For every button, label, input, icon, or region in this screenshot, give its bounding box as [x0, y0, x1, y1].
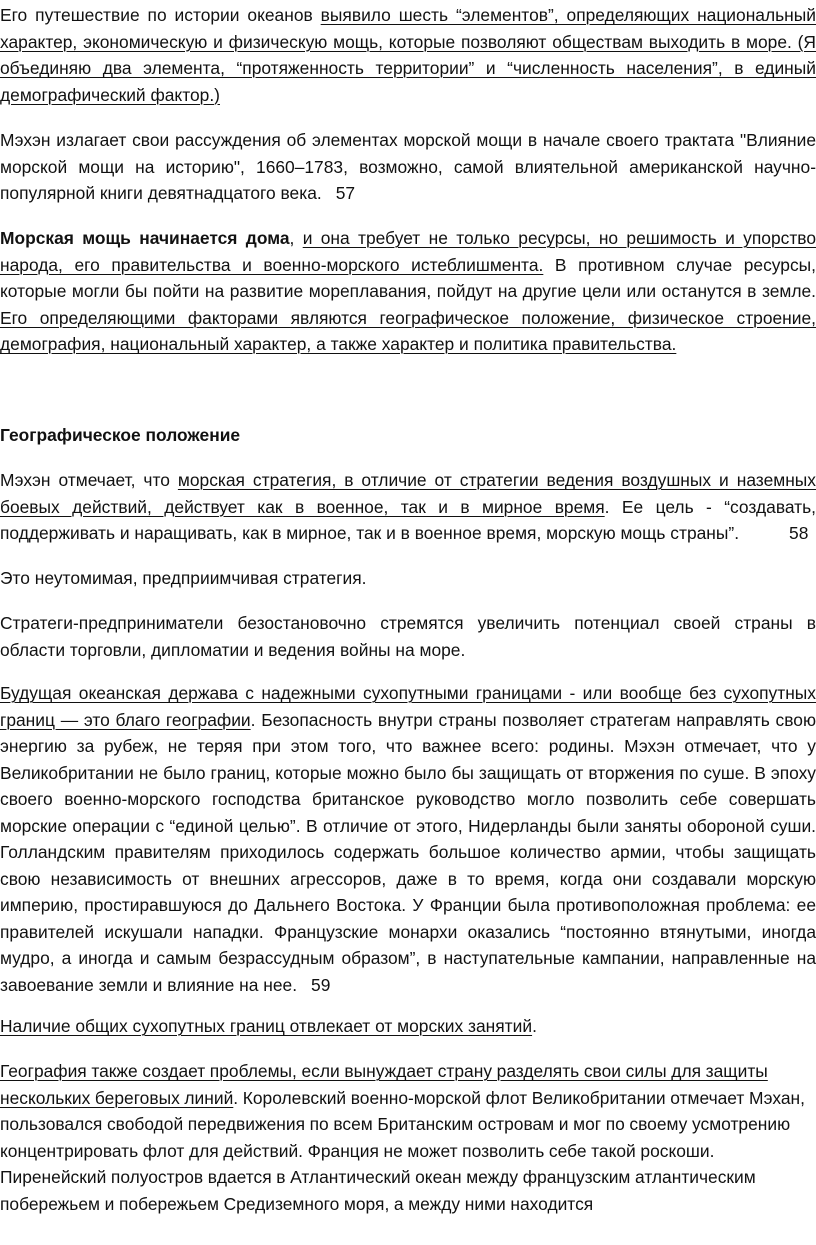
underlined-text: морская стратегия, в отличие от стратегии ведения воздушных и наземных боевых действий, действует как в военное, так и в мирное время: [0, 470, 816, 517]
text-segment: . Королевский военно-морской флот Великобритании отмечает Мэхан, пользовался свободой передвижения по всем Британским островам и мог по своему усмотрению концентрировать флот для действий. Франция не может позволить себе такой роскоши. Пиренейский полуостров вдается в Атлантический океан между французским атлантическим побережьем и побережьем Средиземного моря, а между ними находится: [0, 1087, 805, 1214]
paragraph-mahan-treatise: [0, 127, 816, 207]
footnote-ref: 57: [335, 183, 356, 203]
text-segment: . Ее цель - “создавать, поддерживать и наращивать, как в мирное, так и в военное время, морскую мощь страны”.: [0, 496, 816, 543]
paragraph-coastlines: [0, 1058, 816, 1217]
text-segment: .: [532, 1016, 537, 1036]
underlined-text: и она требует не только ресурсы, но решимость и упорство народа, его правительства и военно-морского истеблишмента.: [0, 228, 816, 275]
footnote-ref: 59: [311, 974, 331, 995]
section-heading: Географическое положение: [0, 425, 241, 445]
paragraph-entrepreneur-strategists: Стратеги-предприниматели безостановочно стремятся увеличить потенциал своей страны в области торговли, дипломатии и ведения войны на море.: [0, 613, 816, 660]
text-segment: Мэхэн излагает свои рассуждения об элементах морской мощи в начале своего трактата "Влияние морской мощи на историю", 1660–1783, возможно, самой влиятельной американской научно-популярной книги девятнадцатого века.: [0, 130, 816, 203]
underlined-text: География также создает проблемы, если вынуждает страну разделять свои силы для защиты нескольких береговых линий: [0, 1061, 768, 1108]
footnote-ref: 58: [789, 523, 809, 543]
paragraph-land-borders: [0, 680, 816, 998]
paragraph-elements-intro: [0, 2, 816, 108]
underlined-text: Его определяющими факторами являются географическое положение, физическое строение, демография, национальный характер, а также характер и политика правительства.: [0, 307, 816, 354]
bold-text: Морская мощь начинается дома: [0, 228, 290, 248]
text-segment: ,: [289, 228, 303, 248]
underlined-text: Наличие общих сухопутных границ отвлекает от морских занятий: [0, 1016, 533, 1036]
underlined-text: выявило шесть “элементов”, определяющих национальный характер, экономическую и физическую мощь, которые позволяют обществам выходить в море. (Я объединяю два элемента, “протяженность территории” и “численность населения”, в единый демографический фактор.): [0, 5, 816, 105]
underlined-text: Будущая океанская держава с надежными сухопутными границами - или вообще без сухопутных границ — это благо географии: [0, 683, 816, 730]
text-segment: Его путешествие по истории океанов: [0, 5, 321, 25]
paragraph-tireless-strategy: Это неутомимая, предприимчивая стратегия.: [0, 568, 367, 588]
paragraph-distraction: [0, 1013, 816, 1040]
text-segment: В противном случае ресурсы, которые могли бы пойти на развитие мореплавания, пойдут на другие цели или останутся в земле.: [0, 254, 816, 301]
paragraph-naval-strategy: [0, 467, 816, 547]
paragraph-sea-power-home: [0, 225, 816, 358]
text-segment: . Безопасность внутри страны позволяет стратегам направлять свою энергию за рубеж, не теряя при этом того, что важнее всего: родины. Мэхэн отмечает, что у Великобритании не было границ, которые можно было бы защищать от вторжения по суше. В эпоху своего военно-морского господства британское руководство могло позволить себе совершать морские операции с “единой целью”. В отличие от этого, Нидерланды были заняты обороной суши. Голландским правителям приходилось содержать большое количество армии, чтобы защищать свою независимость от внешних агрессоров, даже в то время, когда они создавали морскую империю, простиравшуюся до Дальнего Востока. У Франции была противоположная проблема: ее правителей искушали нападки. Французские монархи оказались “постоянно втянутыми, иногда мудро, а иногда и самым безрассудным образом”, в наступательные кампании, направленные на завоевание земли и влияние на нее.: [0, 709, 816, 995]
text-segment: Мэхэн отмечает, что: [0, 470, 178, 490]
